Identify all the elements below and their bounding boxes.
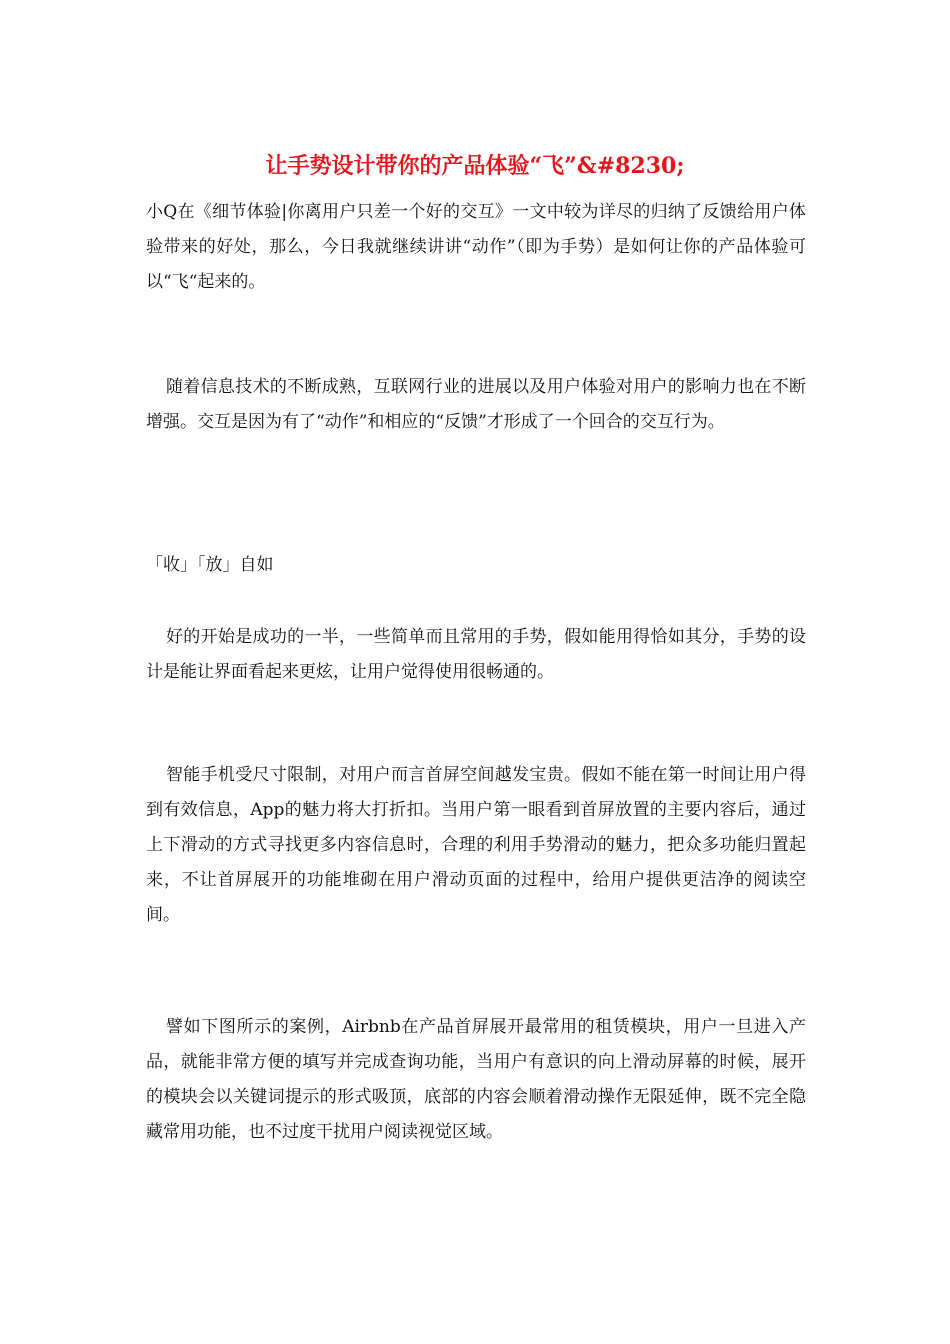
document-title: 让手势设计带你的产品体验“飞”&#8230; [265,153,685,179]
body-paragraph: 好的开始是成功的一半，一些简单而且常用的手势，假如能用得恰如其分，手势的设计是能让界面看起来更炫，让用户觉得使用很畅通的。 [146,627,806,682]
body-paragraph: 智能手机受尺寸限制，对用户而言首屏空间越发宝贵。假如不能在第一时间让用户得到有效信息，App的魅力将大打折扣。当用户第一眼看到首屏放置的主要内容后，通过上下滑动的方式寻找更多内容信息时，合理的利用手势滑动的魅力，把众多功能归置起来，不让首屏展开的功能堆砌在用户滑动页面的过程中，给用户提供更洁净的阅读空间。 [146,765,806,925]
intro-paragraph: 小Q在《细节体验|你离用户只差一个好的交互》一文中较为详尽的归纳了反馈给用户体验带来的好处，那么，今日我就继续讲讲“动作”（即为手势）是如何让你的产品体验可以“飞“起来的。 [146,202,806,292]
body-paragraph: 随着信息技术的不断成熟，互联网行业的进展以及用户体验对用户的影响力也在不断增强。交互是因为有了“动作”和相应的“反馈”才形成了一个回合的交互行为。 [146,377,806,432]
body-paragraph: 譬如下图所示的案例，Airbnb在产品首屏展开最常用的租赁模块，用户一旦进入产品，就能非常方便的填写并完成查询功能，当用户有意识的向上滑动屏幕的时候，展开的模块会以关键词提示的形式吸顶，底部的内容会顺着滑动操作无限延伸，既不完全隐藏常用功能，也不过度干扰用户阅读视觉区域。 [146,1017,806,1142]
section-heading: 「收」「放」自如 [146,555,274,575]
